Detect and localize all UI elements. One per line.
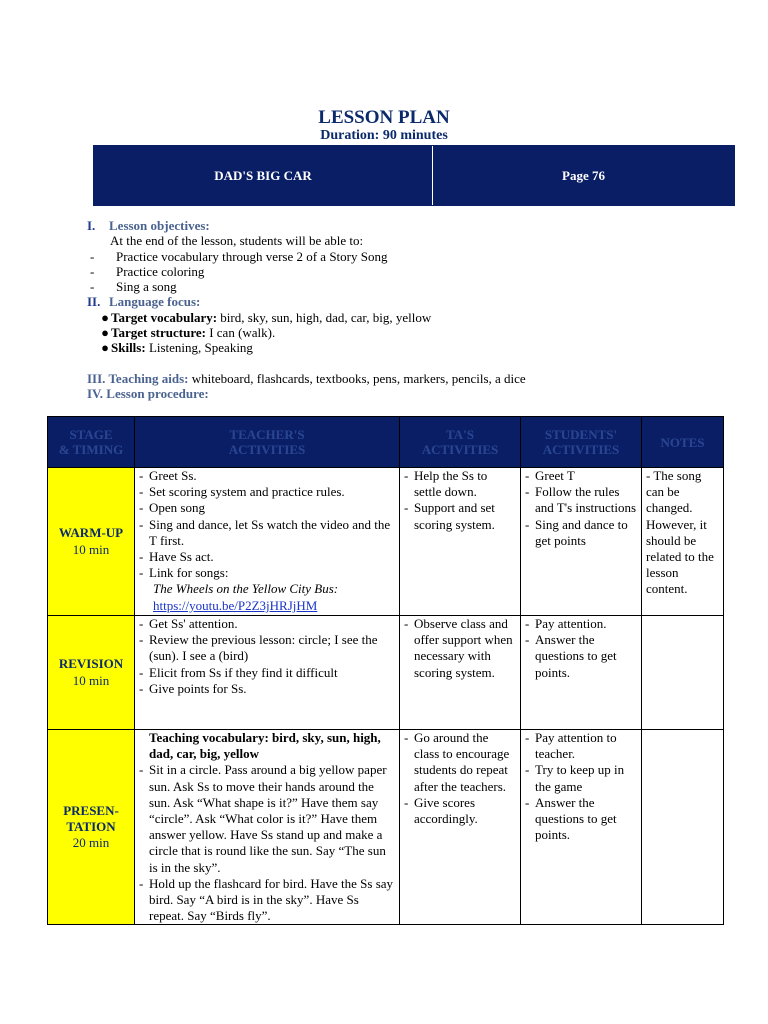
- vocab-item: ● Target vocabulary: bird, sky, sun, high, dad, car, big, yellow: [101, 309, 432, 325]
- col-students: STUDENTS' ACTIVITIES: [521, 417, 642, 468]
- ta-cell: - Help the Ss to settle down. - Support and set scoring system.: [400, 468, 521, 616]
- duration-subtitle: Duration: 90 minutes: [320, 128, 448, 143]
- col-notes: NOTES: [642, 417, 724, 468]
- students-cell: - Greet T - Follow the rules and T's instructions - Sing and dance to get points: [521, 468, 642, 616]
- stage-cell: WARM-UP 10 min: [48, 468, 135, 616]
- structure-item: ● Target structure: I can (walk).: [101, 325, 276, 341]
- language-heading: II. Language focus:: [87, 294, 201, 310]
- ta-cell: - Observe class and offer support when necessary with scoring system.: [400, 616, 521, 730]
- procedure-heading: IV. Lesson procedure:: [87, 385, 209, 401]
- objectives-intro: At the end of the lesson, students will be able to:: [110, 233, 364, 249]
- students-cell: - Pay attention. - Answer the questions to get points.: [521, 616, 642, 730]
- col-teacher: TEACHER'S ACTIVITIES: [135, 417, 400, 468]
- notes-cell: [642, 730, 724, 925]
- stage-cell: PRESEN- TATION 20 min: [48, 730, 135, 925]
- notes-cell: [642, 616, 724, 730]
- song-link[interactable]: https://youtu.be/P2Z3jHRJjHM: [153, 597, 318, 613]
- objectives-heading: I. Lesson objectives:: [87, 218, 210, 233]
- skills-item: ● Skills: Listening, Speaking: [101, 340, 253, 356]
- song-title: The Wheels on the Yellow City Bus:: [153, 581, 339, 597]
- unit-banner: [93, 145, 735, 206]
- table-header-row: [48, 417, 724, 468]
- page-title: LESSON PLAN: [318, 107, 450, 128]
- aids-line: III. Teaching aids: whiteboard, flashcards, textbooks, pens, markers, pencils, a dice: [87, 370, 526, 386]
- unit-title: DAD'S BIG CAR: [94, 146, 433, 205]
- col-stage: STAGE & TIMING: [48, 417, 135, 468]
- teacher-cell: - Get Ss' attention. - Review the previous lesson: circle; I see the (sun). I see a (bird) - Elicit from Ss if they find it difficult - Give points for Ss.: [135, 616, 400, 730]
- objective-item: - Sing a song: [90, 279, 177, 295]
- ta-cell: - Go around the class to encourage students do repeat after the teachers. - Give scores accordingly.: [400, 730, 521, 925]
- table-row: [48, 468, 724, 616]
- students-cell: - Pay attention to teacher. - Try to keep up in the game - Answer the questions to get points.: [521, 730, 642, 925]
- stage-cell: REVISION 10 min: [48, 616, 135, 730]
- vocab-heading: Teaching vocabulary: bird, sky, sun, high, dad, car, big, yellow: [149, 730, 381, 762]
- table-row: [48, 616, 724, 730]
- unit-page: Page 76: [562, 167, 605, 183]
- objective-item: - Practice vocabulary through verse 2 of a Story Song: [90, 248, 388, 264]
- lesson-overview: [87, 218, 526, 401]
- procedure-table: [47, 416, 724, 925]
- col-ta: TA'S ACTIVITIES: [400, 417, 521, 468]
- objective-item: - Practice coloring: [90, 263, 205, 279]
- teacher-cell: Teaching vocabulary: bird, sky, sun, high, dad, car, big, yellow - Sit in a circle. Pass around a big yellow paper sun. Ask Ss to move their hands around the sun. Ask “What shape is it?” Have them say “circle”. Ask “What color is it?” Have them answer yellow. Have Ss stand up and make a circle that is round like the sun. Say “The sun is in the sky”. - Hold up the flashcard for bird. Have the Ss say bird. Say “A bird is in the sky”. Have Ss repeat. Say “Birds fly”.: [135, 730, 400, 925]
- notes-cell: - The song can be changed. However, it should be related to the lesson content.: [642, 468, 724, 616]
- teacher-cell: - Greet Ss. - Set scoring system and practice rules. - Open song - Sing and dance, let Ss watch the video and the T first. - Have Ss act. - Link for songs: The Wheels on the Yellow City Bus: https://youtu.be/P2Z3jHRJjHM: [135, 468, 400, 616]
- table-row: [48, 730, 724, 925]
